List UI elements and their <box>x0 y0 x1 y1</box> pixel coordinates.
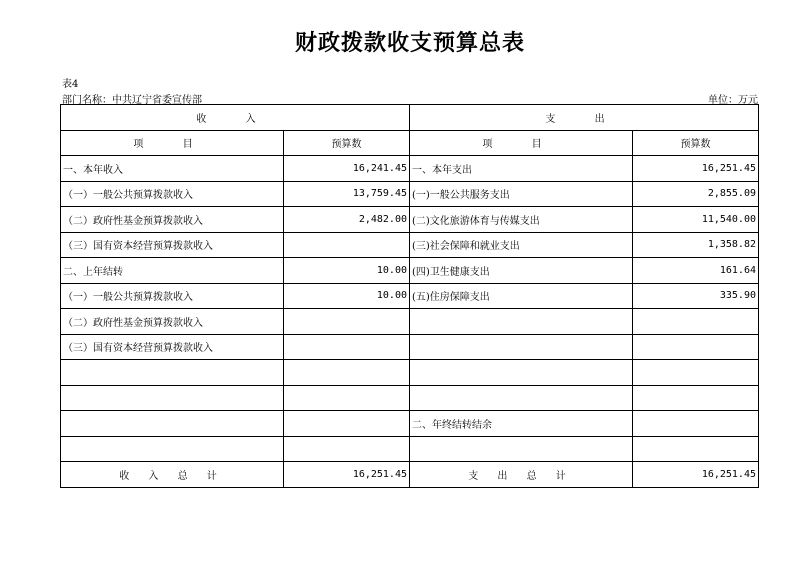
income-item-cell <box>61 360 284 386</box>
expense-item-cell: (四)卫生健康支出 <box>410 258 633 284</box>
income-item-cell: 一、本年收入 <box>61 156 284 182</box>
expense-amount-cell <box>633 436 759 462</box>
table-row <box>61 207 759 233</box>
income-amount-cell <box>284 309 410 335</box>
table-row <box>61 436 759 462</box>
income-item-cell <box>61 385 284 411</box>
income-budget-header: 预算数 <box>284 130 410 156</box>
expense-amount-cell: 161.64 <box>633 258 759 284</box>
expense-amount-cell <box>633 334 759 360</box>
expense-amount-cell: 16,251.45 <box>633 156 759 182</box>
income-amount-cell: 16,241.45 <box>284 156 410 182</box>
income-header: 收 入 <box>61 105 410 131</box>
expense-item-cell <box>410 436 633 462</box>
income-amount-cell: 10.00 <box>284 283 410 309</box>
expense-amount-cell <box>633 411 759 437</box>
income-amount-cell <box>284 232 410 258</box>
expense-item-cell <box>410 360 633 386</box>
income-amount-cell <box>284 436 410 462</box>
income-item-cell: （二）政府性基金预算拨款收入 <box>61 207 284 233</box>
expense-item-cell: (二)文化旅游体育与传媒支出 <box>410 207 633 233</box>
income-item-cell: （一）一般公共预算拨款收入 <box>61 181 284 207</box>
expense-total-amount: 16,251.45 <box>633 462 759 488</box>
page-title: 财政拨款收支预算总表 <box>294 30 525 56</box>
table-row <box>61 309 759 335</box>
totals-row <box>61 462 759 488</box>
expense-amount-cell: 335.90 <box>633 283 759 309</box>
table-row <box>61 156 759 182</box>
expense-total-label: 支 出 总 计 <box>410 462 633 488</box>
expense-item-cell <box>410 385 633 411</box>
income-amount-cell: 2,482.00 <box>284 207 410 233</box>
income-amount-cell <box>284 411 410 437</box>
table-row <box>61 283 759 309</box>
expense-item-cell: 一、本年支出 <box>410 156 633 182</box>
expense-header: 支 出 <box>410 105 759 131</box>
income-amount-cell: 10.00 <box>284 258 410 284</box>
section-header-row <box>61 105 759 131</box>
table-row <box>61 258 759 284</box>
expense-amount-cell: 1,358.82 <box>633 232 759 258</box>
table-row <box>61 232 759 258</box>
income-item-cell: （三）国有资本经营预算拨款收入 <box>61 232 284 258</box>
expense-amount-cell <box>633 360 759 386</box>
income-item-cell: （一）一般公共预算拨款收入 <box>61 283 284 309</box>
income-item-cell <box>61 411 284 437</box>
income-item-cell: （二）政府性基金预算拨款收入 <box>61 309 284 335</box>
expense-item-cell: (三)社会保障和就业支出 <box>410 232 633 258</box>
expense-item-cell <box>410 334 633 360</box>
income-total-label: 收 入 总 计 <box>61 462 284 488</box>
expense-amount-cell <box>633 385 759 411</box>
expense-amount-cell: 2,855.09 <box>633 181 759 207</box>
expense-item-cell: (五)住房保障支出 <box>410 283 633 309</box>
expense-item-cell: 二、年终结转结余 <box>410 411 633 437</box>
income-total-amount: 16,251.45 <box>284 462 410 488</box>
income-amount-cell <box>284 385 410 411</box>
budget-table <box>60 104 759 488</box>
table-row <box>61 334 759 360</box>
income-amount-cell <box>284 360 410 386</box>
table-row <box>61 385 759 411</box>
expense-budget-header: 预算数 <box>633 130 759 156</box>
income-amount-cell: 13,759.45 <box>284 181 410 207</box>
income-item-cell: （三）国有资本经营预算拨款收入 <box>61 334 284 360</box>
expense-amount-cell <box>633 309 759 335</box>
expense-item-cell <box>410 309 633 335</box>
table-row <box>61 411 759 437</box>
table-number: 表4 <box>62 79 79 90</box>
expense-amount-cell: 11,540.00 <box>633 207 759 233</box>
table-row <box>61 360 759 386</box>
expense-item-header: 项 目 <box>410 130 633 156</box>
income-item-header: 项 目 <box>61 130 284 156</box>
income-item-cell <box>61 436 284 462</box>
department-name: 部门名称：中共辽宁省委宣传部 <box>62 95 202 106</box>
income-item-cell: 二、上年结转 <box>61 258 284 284</box>
expense-item-cell: (一)一般公共服务支出 <box>410 181 633 207</box>
unit-label: 单位：万元 <box>708 95 758 106</box>
income-amount-cell <box>284 334 410 360</box>
column-header-row <box>61 130 759 156</box>
table-row <box>61 181 759 207</box>
